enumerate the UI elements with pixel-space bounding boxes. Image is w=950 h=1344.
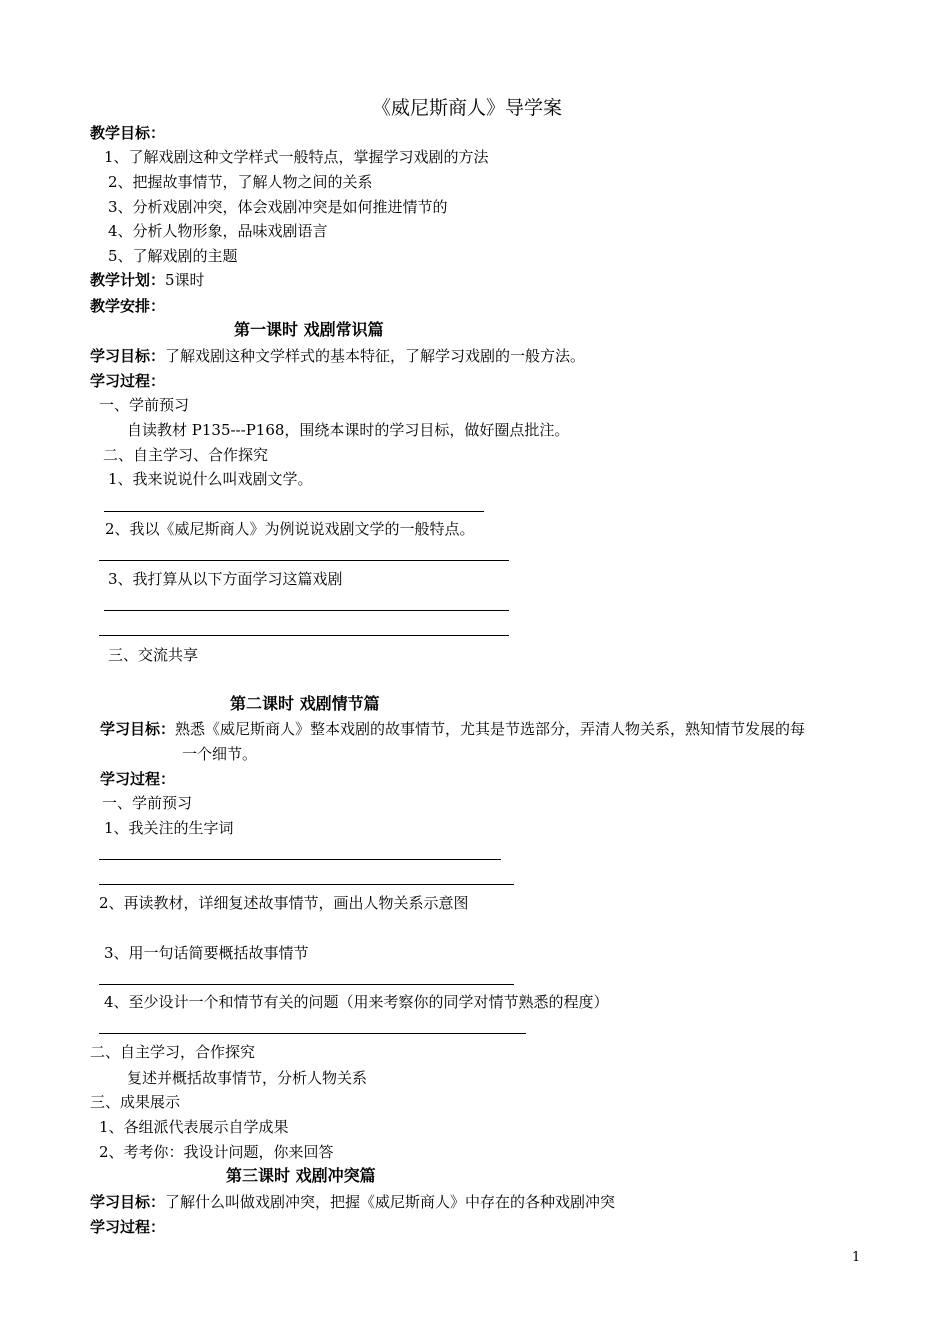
lesson2-result-1: 1、各组派代表展示自学成果 (99, 1118, 289, 1136)
answer-line (104, 610, 509, 611)
lesson2-goal-text-2: 一个细节。 (182, 745, 258, 763)
lesson3-goal-label: 学习目标： (90, 1193, 166, 1211)
answer-line (99, 560, 509, 561)
page-title: 《威尼斯商人》导学案 (372, 97, 563, 119)
goal-item-4: 4、分析人物形象，品味戏剧语言 (108, 222, 328, 240)
lesson2-goal-label: 学习目标： (100, 720, 176, 738)
lesson1-question-3: 3、我打算从以下方面学习这篇戏剧 (108, 570, 343, 588)
lesson2-goal-text-1: 熟悉《威尼斯商人》整本戏剧的故事情节，尤其是节选部分，弄清人物关系，熟知情节发展的每 (175, 720, 806, 738)
lesson1-section-2: 二、自主学习、合作探究 (103, 446, 269, 464)
lesson1-goal (90, 346, 585, 366)
lesson2-section-3: 三、成果展示 (90, 1093, 181, 1111)
lesson2-question-3: 3、用一句话简要概括故事情节 (104, 944, 309, 962)
lesson1-question-2: 2、我以《威尼斯商人》为例说说戏剧文学的一般特点。 (105, 520, 475, 538)
lesson2-question-2: 2、再读教材，详细复述故事情节，画出人物关系示意图 (99, 894, 469, 912)
lesson2-question-1: 1、我关注的生字词 (104, 819, 234, 837)
answer-line (99, 1033, 526, 1034)
page-number: 1 (852, 1250, 861, 1265)
lesson2-section-2: 二、自主学习，合作探究 (90, 1043, 256, 1061)
answer-line (104, 511, 484, 512)
goal-item-5: 5、了解戏剧的主题 (108, 247, 238, 265)
lesson3-process-label: 学习过程： (90, 1218, 166, 1236)
lesson1-question-1: 1、我来说说什么叫戏剧文学。 (108, 470, 313, 488)
goal-item-2: 2、把握故事情节，了解人物之间的关系 (108, 173, 373, 191)
goal-item-3: 3、分析戏剧冲突，体会戏剧冲突是如何推进情节的 (108, 198, 448, 216)
lesson2-process-label: 学习过程： (100, 770, 176, 788)
lesson3-goal-text: 了解什么叫做戏剧冲突，把握《威尼斯商人》中存在的各种戏剧冲突 (165, 1193, 616, 1211)
lesson2-section-2-text: 复述并概括故事情节，分析人物关系 (127, 1069, 368, 1087)
answer-line (99, 859, 501, 860)
answer-line (99, 984, 514, 985)
answer-line (99, 884, 514, 885)
plan-row (90, 270, 205, 290)
lesson3-goal (90, 1192, 615, 1212)
lesson3-heading: 第三课时 戏剧冲突篇 (226, 1166, 376, 1185)
answer-line (99, 635, 509, 636)
lesson2-question-4: 4、至少设计一个和情节有关的问题（用来考察你的同学对情节熟悉的程度） (104, 993, 609, 1011)
lesson2-section-1: 一、学前预习 (102, 794, 193, 812)
lesson1-goal-text: 了解戏剧这种文学样式的基本特征，了解学习戏剧的一般方法。 (165, 347, 586, 365)
lesson1-section-1: 一、学前预习 (99, 396, 190, 414)
lesson1-heading: 第一课时 戏剧常识篇 (234, 320, 384, 339)
plan-value: 5课时 (165, 271, 205, 289)
lesson1-process-label: 学习过程： (90, 372, 166, 390)
lesson1-section-1-text: 自读教材 P135---P168，围绕本课时的学习目标，做好圈点批注。 (127, 421, 570, 439)
goals-label: 教学目标： (90, 124, 166, 142)
lesson2-result-2: 2、考考你：我设计问题，你来回答 (99, 1143, 334, 1161)
lesson2-goal (100, 719, 805, 739)
lesson1-section-3: 三、交流共享 (108, 646, 199, 664)
arrange-label: 教学安排： (90, 297, 166, 315)
lesson1-goal-label: 学习目标： (90, 347, 166, 365)
goal-item-1: 1、了解戏剧这种文学样式一般特点，掌握学习戏剧的方法 (104, 148, 489, 166)
plan-label: 教学计划： (90, 271, 166, 289)
lesson2-heading: 第二课时 戏剧情节篇 (230, 694, 380, 713)
